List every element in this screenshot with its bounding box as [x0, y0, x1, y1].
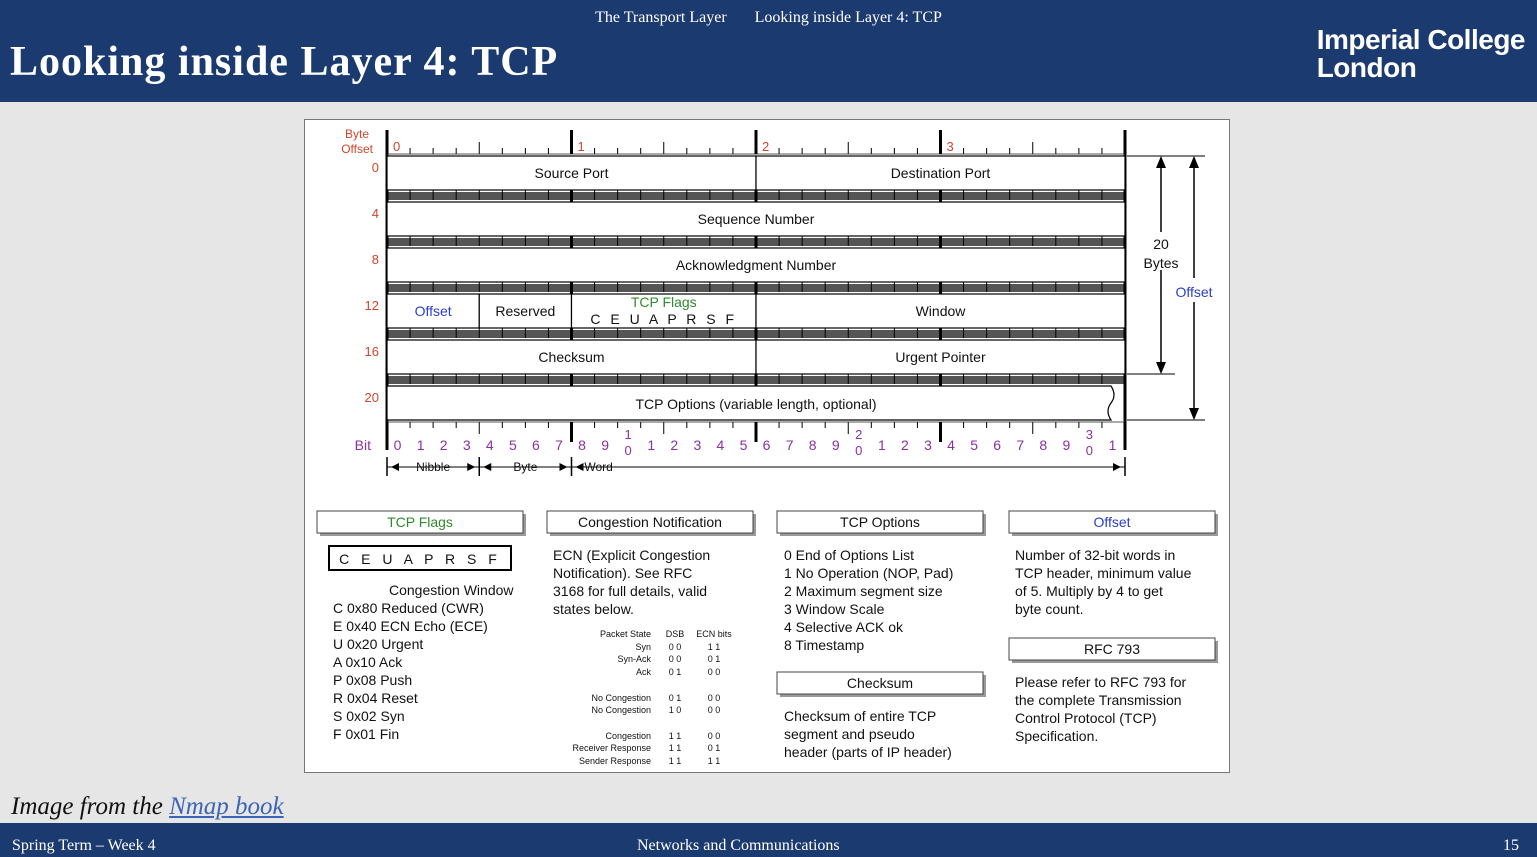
legend-option-item: 4 Selective ACK ok: [784, 619, 904, 635]
row-offset-label: 4: [371, 206, 379, 221]
byte-offset-label: Byte: [344, 127, 369, 141]
nav-section[interactable]: The Transport Layer: [595, 9, 727, 26]
bit-number: 6: [993, 437, 1002, 453]
legend-flag-item: E 0x40 ECN Echo (ECE): [333, 618, 488, 634]
ecn-table-cell: 0 0: [707, 705, 721, 715]
legend-congestion-window: Congestion Window: [389, 582, 514, 598]
legend-congestion-heading: Congestion Notification: [578, 514, 722, 530]
logo-line-1: Imperial College: [1316, 24, 1525, 55]
ecn-table-cell: Receiver Response: [572, 743, 651, 753]
row-offset-label: 8: [371, 252, 379, 267]
bit-number: 3: [462, 437, 471, 453]
ecn-table-cell: No Congestion: [591, 693, 651, 703]
bit-number: 4: [485, 437, 494, 453]
legend-rfc-text: Please refer to RFC 793 for: [1015, 674, 1187, 690]
imperial-logo: [1317, 26, 1525, 82]
ecn-table-header: Packet State: [599, 629, 651, 639]
legend-offset-text: of 5. Multiply by 4 to get: [1015, 583, 1163, 599]
bit-number: 3: [693, 437, 702, 453]
bit-number: 9: [1062, 437, 1071, 453]
footer-course: Networks and Communications: [637, 837, 840, 854]
ecn-table-header: DSB: [665, 629, 685, 639]
destination-port-label: Destination Port: [890, 165, 991, 181]
scale-arrowhead: [467, 463, 475, 471]
ecn-table-cell: Syn: [635, 642, 651, 652]
tcp-options-label: TCP Options (variable length, optional): [635, 396, 877, 412]
footer-page-number: 15: [1503, 837, 1519, 854]
legend-congestion-text: 3168 for full details, valid: [553, 583, 708, 599]
scale-arrowhead: [560, 463, 568, 471]
bit-number: 1: [1108, 437, 1117, 453]
ecn-table-cell: Syn-Ack: [617, 654, 651, 664]
bit-number: 5: [970, 437, 978, 453]
byte-label: Byte: [513, 460, 538, 474]
bit-number: 0: [1085, 443, 1094, 458]
legend-congestion-text: states below.: [553, 601, 634, 617]
bit-number: 2: [901, 437, 909, 453]
header-bar: [0, 0, 1537, 102]
ecn-table-cell: 0 0: [707, 693, 721, 703]
bracket-offset-arrow: [1189, 156, 1199, 168]
ecn-table-cell: 0 0: [668, 654, 682, 664]
breadcrumb: [0, 9, 1537, 27]
acknowledgment-number-label: Acknowledgment Number: [675, 257, 837, 273]
bit-number: 1: [647, 437, 656, 453]
byte-tick-label: 1: [577, 139, 585, 154]
bit-number: 7: [555, 437, 563, 453]
bytes-count-label: 20: [1153, 236, 1169, 252]
tcp-header-figure: [304, 119, 1230, 773]
logo-line-2: London: [1316, 52, 1417, 83]
ecn-table-cell: 0 0: [707, 667, 721, 677]
legend-checksum-heading: Checksum: [846, 675, 914, 691]
bracket-20-arrow: [1156, 156, 1166, 168]
nmap-book-link[interactable]: Nmap book: [169, 793, 284, 820]
bracket-offset-arrow: [1189, 408, 1199, 420]
legend-flag-item: A 0x10 Ack: [333, 654, 403, 670]
bit-number: 7: [785, 437, 794, 453]
legend-checksum-text: header (parts of IP header): [784, 744, 952, 760]
legend-tcp-flags-heading: TCP Flags: [387, 514, 453, 530]
legend-flag-letters: C E U A P R S F: [339, 551, 501, 567]
row-offset-label: 20: [364, 390, 379, 405]
legend-rfc-text: Specification.: [1015, 728, 1099, 744]
bit-number: 5: [508, 437, 517, 453]
legend-rfc-text: the complete Transmission: [1015, 692, 1182, 708]
window-field-label: Window: [915, 303, 966, 319]
bit-number: 4: [716, 437, 725, 453]
tcp-flags-label: TCP Flags: [630, 294, 697, 310]
image-caption: [11, 793, 284, 821]
ecn-table-header: ECN bits: [696, 629, 732, 639]
legend-checksum-text: segment and pseudo: [784, 726, 915, 742]
bit-number: 1: [877, 437, 886, 453]
scale-arrowhead: [483, 463, 491, 471]
row-offset-label: 16: [364, 344, 379, 359]
footer-bar: [0, 823, 1537, 857]
nibble-label: Nibble: [416, 460, 451, 474]
bit-number: 4: [947, 437, 955, 453]
ecn-table-cell: Sender Response: [578, 756, 651, 766]
bit-number: 7: [1016, 437, 1025, 453]
ecn-table-cell: Ack: [635, 667, 651, 677]
legend-flag-item: U 0x20 Urgent: [333, 636, 424, 652]
legend-checksum-text: Checksum of entire TCP: [784, 708, 937, 724]
bracket-20-arrow: [1156, 362, 1166, 374]
byte-tick-label: 0: [393, 139, 401, 154]
tcp-header-diagram: [305, 120, 1229, 772]
row-offset-label: 0: [371, 160, 379, 175]
legend-flag-item: P 0x08 Push: [333, 672, 413, 688]
legend-flag-item: R 0x04 Reset: [333, 690, 418, 706]
legend-flag-item: C 0x80 Reduced (CWR): [333, 600, 484, 616]
bit-number: 8: [808, 437, 817, 453]
bit-number: 1: [624, 427, 632, 442]
offset-side-label: Offset: [1175, 284, 1213, 300]
ecn-table-cell: 0 1: [707, 743, 721, 753]
ecn-table-cell: 1 1: [668, 731, 682, 741]
ecn-table-cell: 0 1: [668, 667, 682, 677]
source-port-label: Source Port: [534, 165, 609, 181]
legend-offset-heading: Offset: [1093, 514, 1131, 530]
bit-label: Bit: [354, 437, 371, 453]
byte-offset-label: Offset: [341, 142, 373, 156]
legend-flag-item: F 0x01 Fin: [333, 726, 400, 742]
legend-offset-text: byte count.: [1015, 601, 1084, 617]
row-offset-label: 12: [364, 298, 379, 313]
ecn-table-cell: 1 0: [668, 705, 682, 715]
ecn-table-cell: No Congestion: [591, 705, 651, 715]
legend-rfc-heading: RFC 793: [1083, 641, 1141, 657]
bit-number: 1: [416, 437, 425, 453]
urgent-pointer-field-label: Urgent Pointer: [895, 349, 986, 365]
tcp-flag-letters: C E U A P R S F: [590, 311, 738, 327]
ecn-table-cell: Congestion: [605, 731, 651, 741]
legend-rfc-text: Control Protocol (TCP): [1015, 710, 1157, 726]
ecn-table-cell: 1 1: [707, 756, 721, 766]
offset-field-label: Offset: [414, 303, 452, 319]
legend-offset-text: TCP header, minimum value: [1015, 565, 1192, 581]
legend-option-item: 3 Window Scale: [784, 601, 885, 617]
bit-number: 0: [393, 437, 402, 453]
ecn-table-cell: 0 1: [707, 654, 721, 664]
nav-subsection[interactable]: Looking inside Layer 4: TCP: [754, 9, 942, 26]
bit-number: 8: [1039, 437, 1048, 453]
byte-tick-label: 3: [946, 139, 954, 154]
legend-option-item: 8 Timestamp: [784, 637, 865, 653]
bit-number: 9: [831, 437, 840, 453]
ecn-table-cell: 0 0: [668, 642, 682, 652]
bit-number: 8: [578, 437, 586, 453]
scale-arrowhead: [1113, 463, 1121, 471]
word-label: Word: [584, 460, 613, 474]
sequence-number-label: Sequence Number: [697, 211, 815, 227]
legend-option-item: 1 No Operation (NOP, Pad): [784, 565, 954, 581]
checksum-field-label: Checksum: [538, 349, 605, 365]
reserved-field-label: Reserved: [495, 303, 556, 319]
scale-arrowhead: [391, 463, 399, 471]
legend-option-item: 2 Maximum segment size: [784, 583, 943, 599]
bit-number: 2: [670, 437, 679, 453]
legend-congestion-text: Notification). See RFC: [553, 565, 693, 581]
caption-prefix: Image from the: [11, 793, 163, 820]
legend-option-item: 0 End of Options List: [784, 547, 914, 563]
byte-tick-label: 2: [762, 139, 770, 154]
bit-number: 0: [624, 443, 632, 458]
ecn-table-cell: 1 1: [707, 642, 721, 652]
bit-number: 6: [532, 437, 540, 453]
legend-tcp-options-heading: TCP Options: [840, 514, 920, 530]
legend-offset-text: Number of 32-bit words in: [1015, 547, 1176, 563]
bit-number: 2: [855, 427, 863, 442]
bit-number: 9: [601, 437, 609, 453]
bit-number: 2: [439, 437, 448, 453]
legend-flag-item: S 0x02 Syn: [333, 708, 405, 724]
legend-congestion-text: ECN (Explicit Congestion: [553, 547, 711, 563]
bit-number: 0: [855, 443, 863, 458]
bit-number: 5: [739, 437, 748, 453]
ecn-table-cell: 1 1: [668, 756, 682, 766]
ecn-table-cell: 0 1: [668, 693, 682, 703]
page-title: Looking inside Layer 4: TCP: [10, 39, 559, 85]
ecn-table-cell: 0 0: [707, 731, 721, 741]
footer-term: Spring Term – Week 4: [12, 837, 156, 854]
bit-number: 6: [762, 437, 771, 453]
bit-number: 3: [1085, 427, 1094, 442]
scale-arrowhead: [576, 463, 584, 471]
bit-number: 3: [924, 437, 932, 453]
bytes-text-label: Bytes: [1143, 255, 1179, 271]
ecn-table-cell: 1 1: [668, 743, 682, 753]
